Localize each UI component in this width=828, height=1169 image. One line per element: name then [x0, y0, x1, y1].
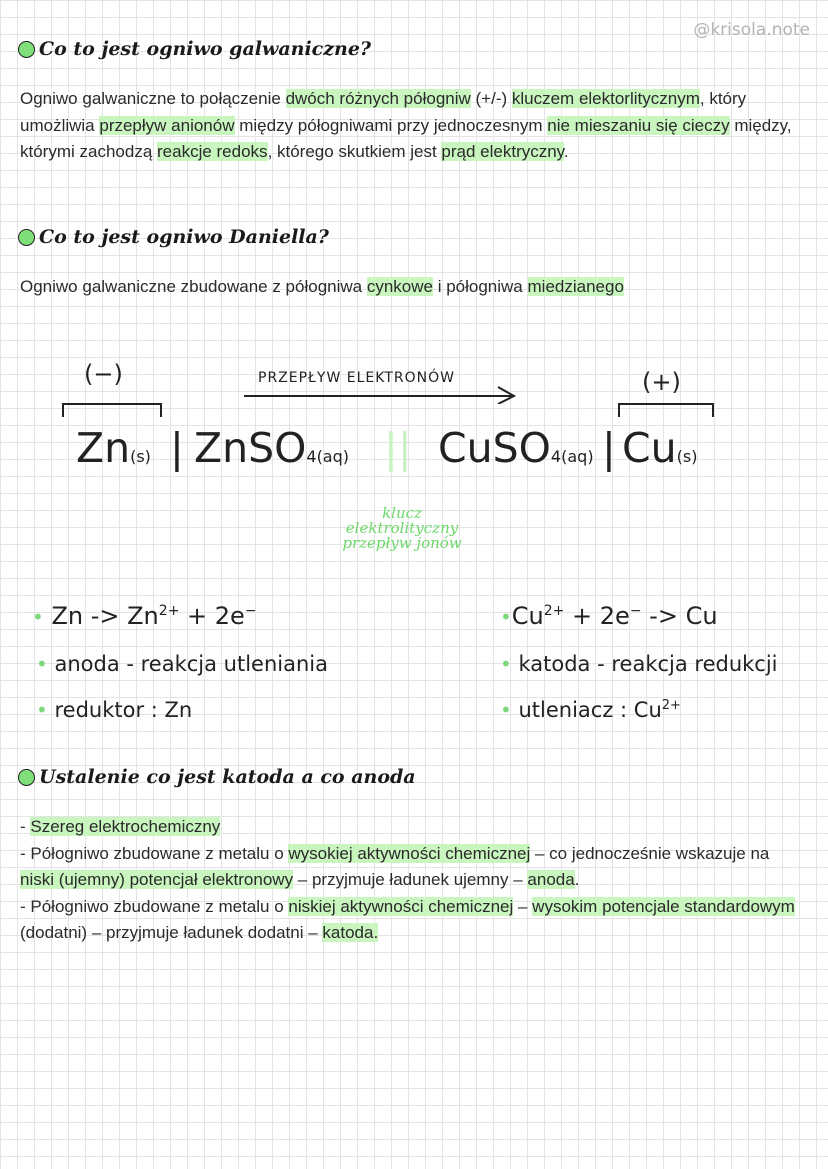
copper-sulfate-solution — [438, 424, 594, 472]
text: . — [563, 142, 569, 161]
text: 2+ — [543, 603, 565, 619]
text: + 2e — [179, 602, 245, 630]
text: CuSO — [438, 424, 551, 472]
highlight: prąd elektryczny — [441, 142, 564, 161]
text: reduktor : Zn — [54, 698, 193, 722]
text: 2+ — [661, 698, 681, 713]
text: − — [244, 603, 257, 619]
salt-bridge: || — [384, 424, 412, 472]
highlight: wysokim potencjale standardowym — [532, 896, 795, 916]
list-item — [20, 841, 806, 894]
text: -> Cu — [641, 602, 718, 630]
dot-icon: • — [36, 652, 48, 676]
paragraph-daniell-definition — [20, 274, 806, 301]
cathode-equation — [500, 602, 718, 630]
dot-icon: • — [32, 605, 44, 629]
salt-bridge-note — [322, 506, 482, 551]
plus-pole-label: (+) — [642, 368, 681, 396]
anode-equation — [32, 602, 257, 630]
reducer — [36, 698, 192, 722]
electrochemical-series-list — [20, 814, 806, 947]
anode-reaction — [36, 652, 328, 676]
text: (dodatni) – przyjmuje ładunek dodatni – — [20, 923, 323, 942]
text: , którego skutkiem jest — [267, 142, 442, 161]
cathode-reaction — [500, 652, 778, 676]
green-bullet-icon — [18, 229, 35, 246]
anode-bracket — [62, 403, 162, 417]
green-bullet-icon — [18, 769, 35, 786]
oxidizer — [500, 698, 681, 722]
green-bullet-icon — [18, 41, 35, 58]
zinc-electrode — [76, 424, 151, 472]
text: – co jednocześnie wskazuje na — [530, 843, 770, 863]
electron-flow-label: PRZEPŁYW ELEKTRONÓW — [258, 370, 455, 386]
heading-text: Co to jest ogniwo galwaniczne? — [39, 38, 372, 60]
text: 4 — [550, 447, 562, 466]
text: między, którymi zachodzą — [20, 115, 792, 161]
dot-icon: • — [500, 605, 512, 629]
copper-electrode — [622, 424, 697, 472]
text: Zn — [76, 424, 131, 472]
text: 4 — [306, 447, 317, 466]
text: katoda - reakcja redukcji — [518, 652, 778, 676]
highlight: cynkowe — [366, 277, 433, 296]
text: (s) — [676, 447, 698, 466]
zinc-sulfate-solution — [194, 424, 349, 472]
highlight: wysokiej aktywności chemicznej — [288, 843, 531, 863]
text: Zn -> Zn — [51, 602, 159, 630]
text: między półogniwami przy jednoczesnym — [234, 115, 548, 135]
list-item — [20, 814, 806, 841]
text: Ogniwo galwaniczne to połączenie — [20, 89, 286, 108]
dot-icon: • — [500, 698, 512, 722]
text: anoda - reakcja utleniania — [54, 652, 329, 676]
heading-galvanic-cell — [18, 38, 371, 60]
text: Ogniwo galwaniczne zbudowane z półogniwa — [20, 277, 367, 296]
text: - Półogniwo zbudowane z metalu o — [20, 896, 289, 916]
highlight: Szereg elektrochemiczny — [30, 817, 221, 836]
highlight: przepływ anionów — [99, 115, 235, 135]
dot-icon: • — [36, 698, 48, 722]
heading-text: Co to jest ogniwo Daniella? — [39, 226, 329, 248]
phase-boundary: | — [170, 424, 184, 472]
paragraph-galvanic-definition — [20, 86, 806, 166]
text: – przyjmuje ładunek ujemny – — [293, 870, 528, 889]
text: - — [20, 817, 31, 836]
text: (s) — [130, 447, 151, 466]
phase-boundary: | — [602, 424, 616, 472]
highlight: niski (ujemny) potencjał elektronowy — [20, 870, 294, 889]
highlight: niskiej aktywności chemicznej — [288, 896, 514, 916]
text: klucz — [382, 504, 422, 522]
text: i półogniwa — [432, 277, 528, 296]
text: (+/-) — [470, 89, 512, 108]
dot-icon: • — [500, 652, 512, 676]
electron-flow-arrow-icon — [242, 384, 522, 404]
highlight: nie mieszaniu się cieczy — [547, 115, 730, 135]
highlight: kluczem elektorlitycznym — [511, 89, 700, 108]
heading-cathode-anode — [18, 766, 416, 788]
cathode-bracket — [618, 403, 714, 417]
heading-text: Ustalenie co jest katoda a co anoda — [39, 766, 416, 788]
text: + 2e — [564, 602, 630, 630]
highlight: miedzianego — [527, 277, 624, 296]
highlight: katoda. — [322, 923, 379, 942]
text: - Półogniwo zbudowane z metalu o — [20, 843, 289, 863]
heading-daniell-cell — [18, 226, 329, 248]
text: , który umożliwia — [20, 89, 747, 135]
text: (aq) — [561, 447, 594, 466]
watermark: @krisola.note — [693, 20, 810, 40]
minus-pole-label: (−) — [84, 360, 123, 388]
text: przepływ jonów — [342, 534, 462, 552]
text: 2+ — [158, 603, 180, 619]
highlight: dwóch różnych półogniw — [285, 89, 471, 108]
text: (aq) — [316, 447, 350, 466]
text: Cu — [622, 424, 677, 472]
text: elektrolityczny — [345, 519, 459, 537]
text: Cu — [511, 602, 544, 630]
highlight: anoda — [527, 870, 575, 889]
list-item — [20, 894, 806, 947]
text: . — [574, 870, 580, 889]
text: − — [629, 603, 642, 619]
text: ZnSO — [194, 424, 307, 472]
highlight: reakcje redoks — [157, 142, 268, 161]
text: – — [513, 896, 533, 916]
text: utleniacz : Cu — [518, 698, 662, 722]
